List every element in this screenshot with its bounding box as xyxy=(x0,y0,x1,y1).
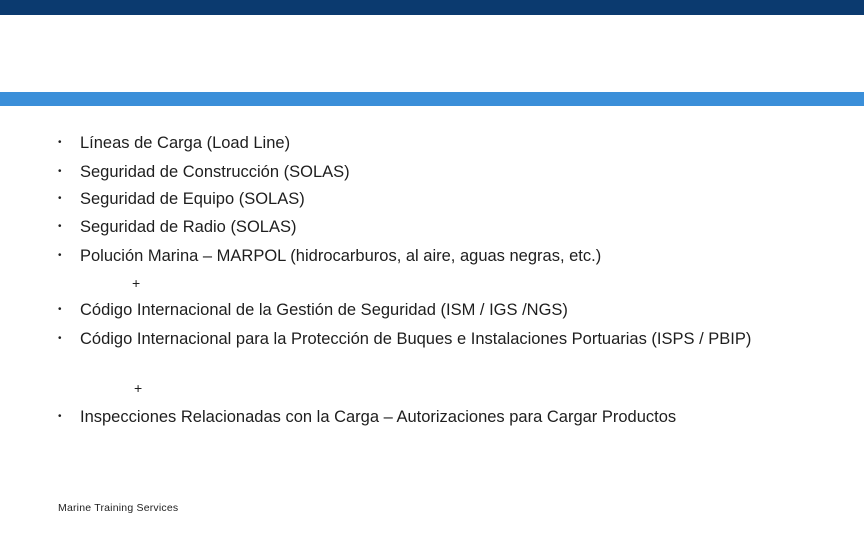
list-item-text: Seguridad de Radio (SOLAS) xyxy=(80,218,297,236)
list-item xyxy=(58,329,770,349)
bullet-icon: • xyxy=(58,250,62,261)
bullet-icon: • xyxy=(58,166,62,177)
list-item xyxy=(58,189,305,209)
bullet-icon: • xyxy=(58,411,62,422)
list-item xyxy=(58,246,602,266)
bullet-icon: • xyxy=(58,193,62,204)
list-item-text: Código Internacional de la Gestión de Seguridad (ISM / IGS /NGS) xyxy=(80,301,568,319)
bullet-icon: • xyxy=(58,304,62,315)
list-item xyxy=(58,300,568,320)
footer-brand: Marine Training Services xyxy=(58,502,179,514)
list-item-text: Seguridad de Construcción (SOLAS) xyxy=(80,163,350,181)
list-item xyxy=(58,133,291,153)
list-item xyxy=(58,407,677,427)
plus-separator: + xyxy=(134,380,143,396)
list-item-text: Seguridad de Equipo (SOLAS) xyxy=(80,190,305,208)
list-item-text: Polución Marina – MARPOL (hidrocarburos, al aire, aguas negras, etc.) xyxy=(80,247,602,265)
list-item xyxy=(58,217,297,237)
bullet-icon: • xyxy=(58,333,62,344)
bullet-icon: • xyxy=(58,221,62,232)
bullet-icon: • xyxy=(58,137,62,148)
list-item-text: Líneas de Carga (Load Line) xyxy=(80,134,291,152)
list-item-text: Código Internacional para la Protección de Buques e Instalaciones Portuarias (ISPS / PBIP) xyxy=(80,330,752,348)
list-item-text: Inspecciones Relacionadas con la Carga – Autorizaciones para Cargar Productos xyxy=(80,408,677,426)
list-item xyxy=(58,162,350,182)
plus-separator: + xyxy=(132,275,141,291)
